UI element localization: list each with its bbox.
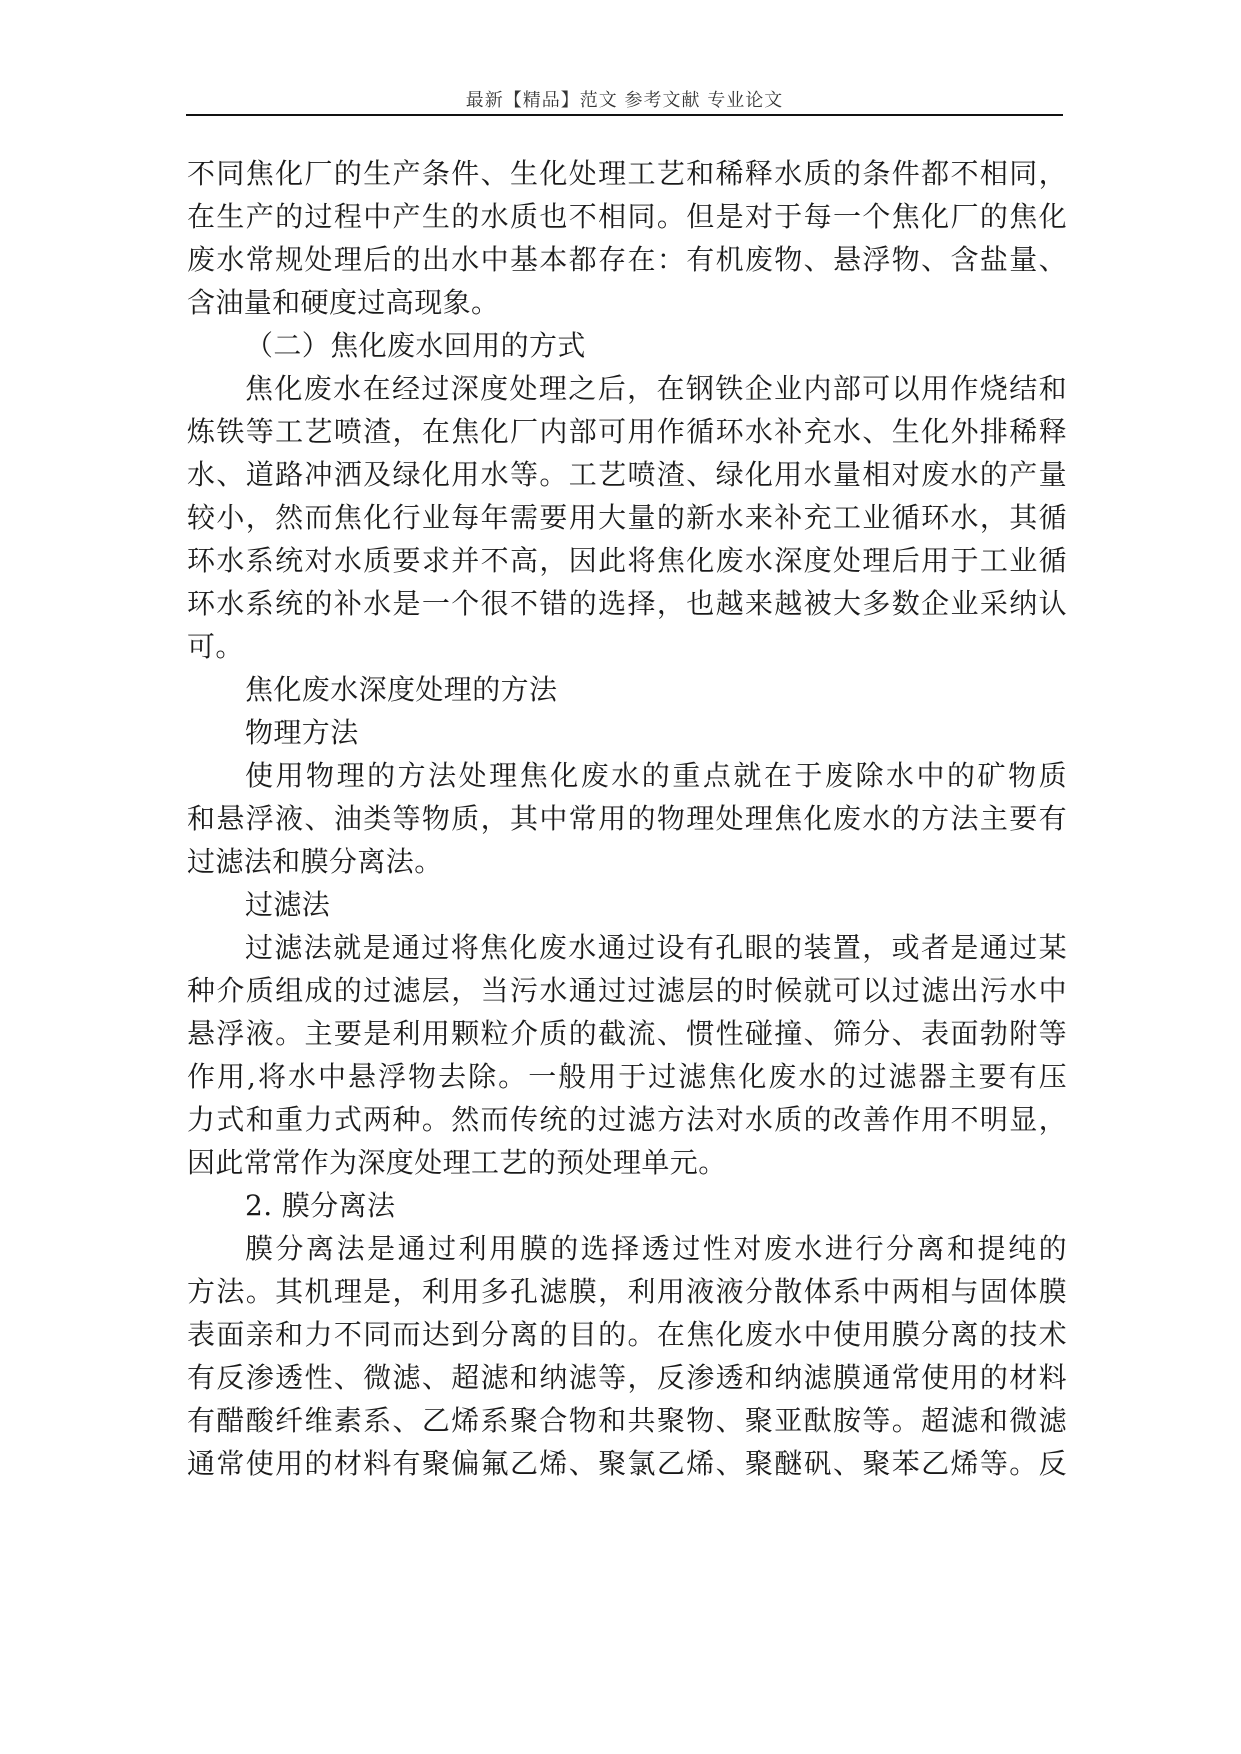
text-line: 过滤法和膜分离法。 bbox=[187, 845, 443, 878]
header-divider bbox=[186, 114, 1063, 116]
text-line: 方法。其机理是，利用多孔滤膜，利用液液分散体系中两相与固体膜 bbox=[187, 1275, 1067, 1308]
text-line: 炼铁等工艺喷渣，在焦化厂内部可用作循环水补充水、生化外排稀释 bbox=[187, 415, 1067, 448]
text-line: 过滤法就是通过将焦化废水通过设有孔眼的装置，或者是通过某 bbox=[245, 931, 1067, 964]
text-line: 含油量和硬度过高现象。 bbox=[187, 286, 500, 319]
text-line: 有醋酸纤维素系、乙烯系聚合物和共聚物、聚亚酞胺等。超滤和微滤 bbox=[187, 1404, 1067, 1437]
text-line: 可。 bbox=[187, 630, 244, 663]
text-line: 膜分离法是通过利用膜的选择透过性对废水进行分离和提纯的 bbox=[245, 1232, 1067, 1265]
text-line: 表面亲和力不同而达到分离的目的。在焦化废水中使用膜分离的技术 bbox=[187, 1318, 1067, 1351]
text-line: 焦化废水在经过深度处理之后，在钢铁企业内部可以用作烧结和 bbox=[245, 372, 1067, 405]
text-line: 废水常规处理后的出水中基本都存在：有机废物、悬浮物、含盐量、 bbox=[187, 243, 1067, 276]
text-line: 种介质组成的过滤层，当污水通过过滤层的时候就可以过滤出污水中 bbox=[187, 974, 1067, 1007]
text-line: 有反渗透性、微滤、超滤和纳滤等，反渗透和纳滤膜通常使用的材料 bbox=[187, 1361, 1067, 1394]
text-line: 力式和重力式两种。然而传统的过滤方法对水质的改善作用不明显， bbox=[187, 1103, 1067, 1136]
text-line: 作用,将水中悬浮物去除。一般用于过滤焦化废水的过滤器主要有压 bbox=[187, 1060, 1067, 1093]
text-line: （二）焦化废水回用的方式 bbox=[245, 329, 586, 362]
text-line: 较小，然而焦化行业每年需要用大量的新水来补充工业循环水，其循 bbox=[187, 501, 1067, 534]
text-line: 在生产的过程中产生的水质也不相同。但是对于每一个焦化厂的焦化 bbox=[187, 200, 1067, 233]
text-line: 使用物理的方法处理焦化废水的重点就在于废除水中的矿物质 bbox=[245, 759, 1067, 792]
text-line: 通常使用的材料有聚偏氟乙烯、聚氯乙烯、聚醚矾、聚苯乙烯等。反 bbox=[187, 1447, 1067, 1480]
text-line: 悬浮液。主要是利用颗粒介质的截流、惯性碰撞、筛分、表面勃附等 bbox=[187, 1017, 1067, 1050]
text-line: 焦化废水深度处理的方法 bbox=[245, 673, 558, 706]
text-line: 不同焦化厂的生产条件、生化处理工艺和稀释水质的条件都不相同， bbox=[187, 157, 1067, 190]
text-line: 环水系统的补水是一个很不错的选择，也越来越被大多数企业采纳认 bbox=[187, 587, 1067, 620]
text-line: 环水系统对水质要求并不高，因此将焦化废水深度处理后用于工业循 bbox=[187, 544, 1067, 577]
text-line: 因此常常作为深度处理工艺的预处理单元。 bbox=[187, 1146, 727, 1179]
page-header: 最新【精品】范文 参考文献 专业论文 bbox=[465, 90, 784, 111]
text-line: 和悬浮液、油类等物质，其中常用的物理处理焦化废水的方法主要有 bbox=[187, 802, 1067, 835]
text-line: 水、道路冲洒及绿化用水等。工艺喷渣、绿化用水量相对废水的产量 bbox=[187, 458, 1067, 491]
text-line: 物理方法 bbox=[245, 716, 359, 749]
text-line: 2. 膜分离法 bbox=[245, 1189, 396, 1222]
text-line: 过滤法 bbox=[245, 888, 331, 921]
document-body bbox=[187, 152, 1067, 1485]
